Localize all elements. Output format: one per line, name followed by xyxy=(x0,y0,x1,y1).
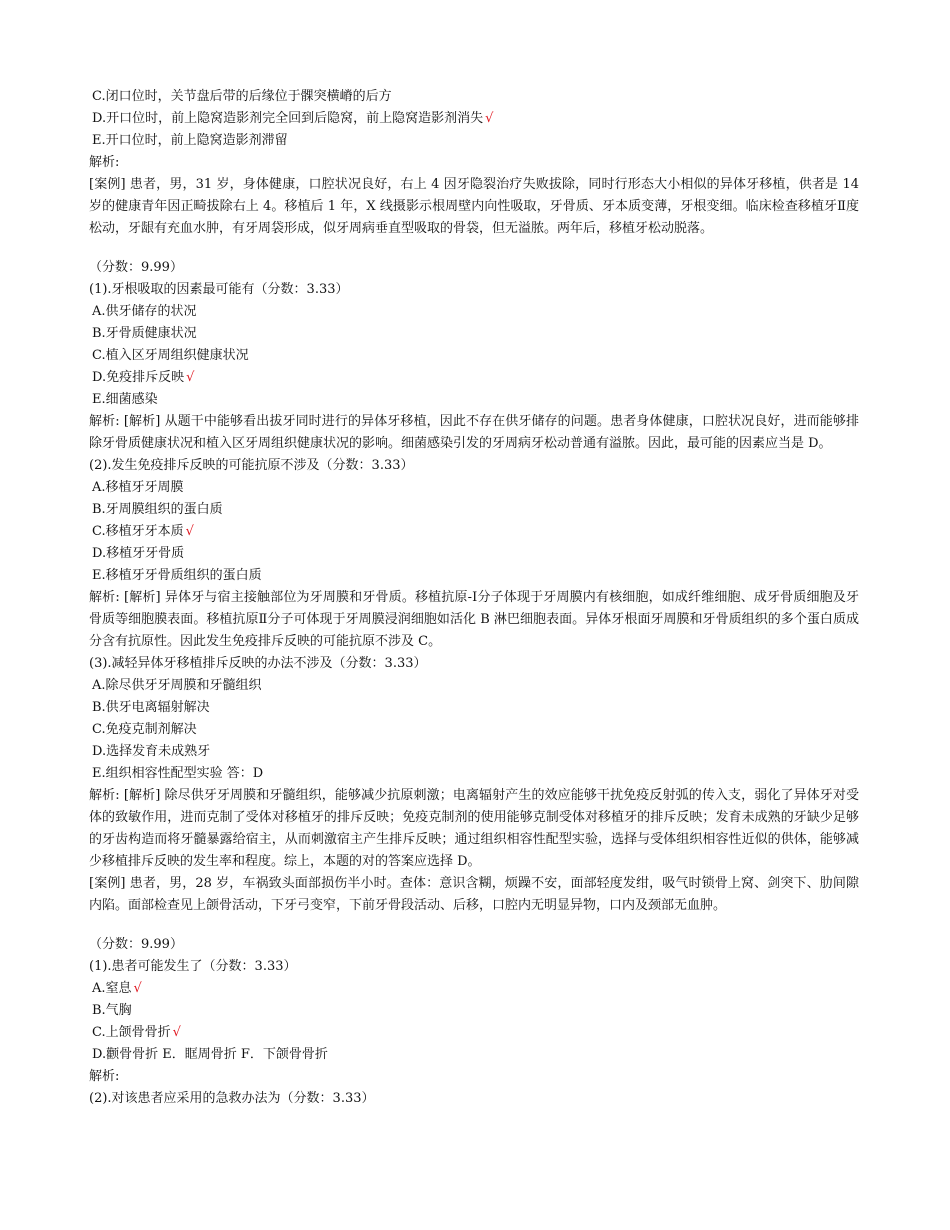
question-stem: (1).患者可能发生了（分数：3.33） xyxy=(89,959,297,974)
option-e: E.组织相容性配型实验 答：D xyxy=(92,766,264,781)
option-d: D.开口位时，前上隐窝造影剂完全回到后隐窝，前上隐窝造影剂消失 √ xyxy=(92,111,494,126)
question-stem: (2).发生免疫排斥反映的可能抗原不涉及（分数：3.33） xyxy=(89,458,414,473)
option-d: D.颧骨骨折 E．眶周骨折 F．下颌骨骨折 xyxy=(92,1047,328,1062)
option-a: A.窒息 √ xyxy=(92,981,142,996)
correct-check-icon: √ xyxy=(186,370,195,385)
option-a: A.移植牙牙周膜 xyxy=(92,480,184,495)
question-stem: (3).减轻异体牙移植排斥反映的办法不涉及（分数：3.33） xyxy=(89,656,427,671)
question-stem: (1).牙根吸取的因素最可能有（分数：3.33） xyxy=(89,282,349,297)
option-a: A.供牙储存的状况 xyxy=(92,304,197,319)
analysis: 解析: xyxy=(89,1069,120,1084)
option-c: C.移植牙牙本质 √ xyxy=(92,524,194,539)
option-e: E.细菌感染 xyxy=(92,392,158,407)
case-score: （分数：9.99） xyxy=(89,260,183,275)
case-score: （分数：9.99） xyxy=(89,937,183,952)
option-a: A.除尽供牙牙周膜和牙髓组织 xyxy=(92,678,262,693)
analysis: 解析: [解析] 除尽供牙牙周膜和牙髓组织，能够减少抗原刺激；电离辐射产生的效应能够干扰免疫反射弧的传入支，弱化了异体牙对受体的致敏作用，进而克制了受体对移植牙的排斥反映；免疫克制剂的使用能够克制受体对移植牙的排斥反映；发育未成熟的牙缺少足够的牙齿构造而将牙髓暴露给宿主，从而刺激宿主产生排斥反映；通过组织相容性配型实验，选择与受体组织相容性近似的供体，能够减少移植排斥反映的发生率和程度。综上，本题的对的答案应选择 D。 xyxy=(89,788,859,869)
option-b: B.气胸 xyxy=(92,1003,132,1018)
option-d: D.免疫排斥反映 √ xyxy=(92,370,195,385)
option-c: C.植入区牙周组织健康状况 xyxy=(92,348,249,363)
option-e: E.开口位时，前上隐窝造影剂滞留 xyxy=(92,133,288,148)
correct-check-icon: √ xyxy=(133,981,142,996)
analysis: 解析: [解析] 从题干中能够看出拔牙同时进行的异体牙移植，因此不存在供牙储存的问题。患者身体健康，口腔状况良好，进而能够排除牙骨质健康状况和植入区牙周组织健康状况的影响。细菌感染引发的牙周病牙松动普通有溢脓。因此，最可能的因素应当是 D。 xyxy=(89,414,859,451)
case-description: [案例] 患者，男，31 岁，身体健康，口腔状况良好，右上 4 因牙隐裂治疗失败拔除，同时行形态大小相似的异体牙移植，供者是 14 岁的健康青年因正畸拔除右上 4。移植后 1 年，X 线摄影示根周壁内向性吸取，牙骨质、牙本质变薄，牙根变细。临床检查移植牙Ⅱ度松动，牙龈有充血水肿，有牙周袋形成，似牙周病垂直型吸取的骨袋，但无溢脓。两年后，移植牙松动脱落。 xyxy=(89,177,859,236)
exam-page xyxy=(89,86,859,1110)
case-description: [案例] 患者，男，28 岁，车祸致头面部损伤半小时。查体：意识含糊，烦躁不安，面部轻度发绀，吸气时锁骨上窝、剑突下、肋间隙内陷。面部检查见上颌骨活动，下牙弓变窄，下前牙骨段活动、后移，口腔内无明显异物，口内及颈部无血肿。 xyxy=(89,876,859,913)
analysis: 解析: [解析] 异体牙与宿主接触部位为牙周膜和牙骨质。移植抗原-Ⅰ分子体现于牙周膜内有核细胞，如成纤维细胞、成牙骨质细胞及牙骨质等细胞膜表面。移植抗原Ⅱ分子可体现于牙周膜浸润细胞如活化 B 淋巴细胞表面。异体牙根面牙周膜和牙骨质组织的多个蛋白质成分含有抗原性。因此发生免疫排斥反映的可能抗原不涉及 C。 xyxy=(89,590,859,649)
correct-check-icon: √ xyxy=(172,1025,181,1040)
option-d: D.移植牙牙骨质 xyxy=(92,546,185,561)
option-e: E.移植牙牙骨质组织的蛋白质 xyxy=(92,568,262,583)
analysis: 解析: xyxy=(89,155,120,170)
option-b: B.牙骨质健康状况 xyxy=(92,326,197,341)
option-c: C.上颌骨骨折 √ xyxy=(92,1025,181,1040)
correct-check-icon: √ xyxy=(485,111,494,126)
correct-check-icon: √ xyxy=(185,524,194,539)
option-d: D.选择发育未成熟牙 xyxy=(92,744,211,759)
option-c: C.免疫克制剂解决 xyxy=(92,722,197,737)
option-b: B.供牙电离辐射解决 xyxy=(92,700,210,715)
question-stem: (2).对该患者应采用的急救办法为（分数：3.33） xyxy=(89,1091,375,1106)
option-b: B.牙周膜组织的蛋白质 xyxy=(92,502,223,517)
option-c: C.闭口位时，关节盘后带的后缘位于髁突横嵴的后方 xyxy=(92,89,392,104)
